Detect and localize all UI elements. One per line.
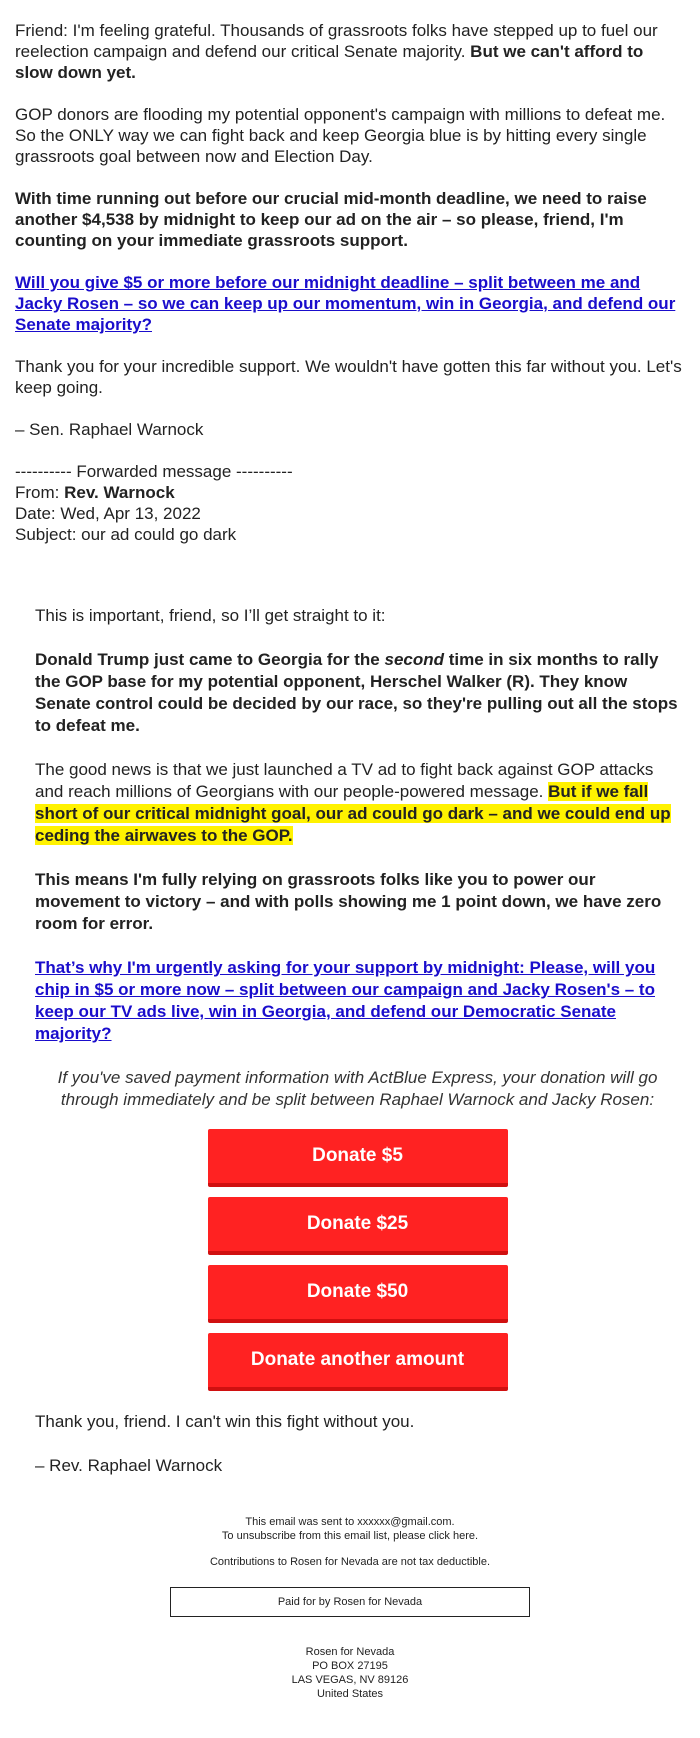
highlighted-text: But if we fall short of our critical midnight goal, our ad could go dark – and we could end up ceding the airwaves to the GOP. <box>35 782 671 845</box>
tax-disclaimer: Contributions to Rosen for Nevada are not tax deductible. <box>209 1556 491 1568</box>
forwarded-from: From: Rev. Warnock <box>15 483 175 502</box>
paid-for-box: Paid for by Rosen for Nevada <box>170 1587 530 1617</box>
intro-paragraph-4: Thank you for your incredible support. We wouldn't have gotten this far without you. Let's keep going. <box>15 357 682 397</box>
actblue-note: If you've saved payment information with ActBlue Express, your donation will go through immediately and be split between Raphael Warnock and Jacky Rosen: <box>57 1068 658 1109</box>
forwarded-body <box>0 545 700 1477</box>
forwarded-date: Date: Wed, Apr 13, 2022 <box>15 504 201 523</box>
unsubscribe-link[interactable]: To unsubscribe from this email list, please click here. <box>221 1530 479 1542</box>
donate-link-intro[interactable]: Will you give $5 or more before our midnight deadline – split between me and Jacky Rosen – so we can keep up our momentum, win in Georgia, and defend our Senate majority? <box>15 273 676 334</box>
email-footer <box>0 1477 700 1701</box>
email-content <box>0 0 700 545</box>
donate-25-button[interactable]: Donate $25 <box>208 1197 508 1255</box>
intro-signoff: – Sen. Raphael Warnock <box>15 420 204 439</box>
donate-buttons <box>35 1129 680 1401</box>
intro-paragraph-1: Friend: I'm feeling grateful. Thousands of grassroots folks have stepped up to fuel our reelection campaign and defend our critical Senate majority. But we can't afford to slow down yet. <box>15 21 658 82</box>
donate-link-body[interactable]: That’s why I'm urgently asking for your support by midnight: Please, will you chip in $5 or more now – split between our campaign and Jacky Rosen's – to keep our TV ads live, win in Georgia, and defend our Democratic Senate majority? <box>35 958 656 1043</box>
forwarded-subject: Subject: our ad could go dark <box>15 525 237 544</box>
sent-to-text: This email was sent to xxxxxx@gmail.com. <box>245 1516 455 1528</box>
intro-paragraph-2: GOP donors are flooding my potential opponent's campaign with millions to defeat me. So the ONLY way we can fight back and keep Georgia blue is by hitting every single grassroots goal between now and Election Day. <box>15 105 666 166</box>
donate-other-amount-button[interactable]: Donate another amount <box>208 1333 508 1391</box>
body-paragraph-4: This means I'm fully relying on grassroots folks like you to power our movement to victory – and with polls showing me 1 point down, we have zero room for error. <box>35 870 662 933</box>
body-paragraph-2: Donald Trump just came to Georgia for the second time in six months to rally the GOP base for my potential opponent, Herschel Walker (R). They know Senate control could be decided by our race, so they're pulling out all the stops to defeat me. <box>35 650 678 735</box>
body-signoff: – Rev. Raphael Warnock <box>35 1456 223 1475</box>
donate-50-button[interactable]: Donate $50 <box>208 1265 508 1323</box>
forwarded-message-header <box>15 461 685 545</box>
forwarded-divider: ---------- Forwarded message ---------- <box>15 462 293 481</box>
donate-5-button[interactable]: Donate $5 <box>208 1129 508 1187</box>
intro-paragraph-3: With time running out before our crucial mid-month deadline, we need to raise another $4,538 by midnight to keep our ad on the air – so please, friend, I'm counting on your immediate grassroots support. <box>15 189 647 250</box>
body-thanks: Thank you, friend. I can't win this fight without you. <box>35 1412 415 1431</box>
address-line-3: LAS VEGAS, NV 89126 <box>291 1674 409 1686</box>
address-line-4: United States <box>316 1688 384 1700</box>
body-paragraph-3: The good news is that we just launched a TV ad to fight back against GOP attacks and reach millions of Georgians with our people-powered message. But if we fall short of our critical midnight goal, our ad could go dark – and we could end up ceding the airwaves to the GOP. <box>35 760 671 845</box>
address-line-1: Rosen for Nevada <box>305 1646 395 1658</box>
address-line-2: PO BOX 27195 <box>312 1660 388 1672</box>
body-paragraph-1: This is important, friend, so I’ll get straight to it: <box>35 606 386 625</box>
